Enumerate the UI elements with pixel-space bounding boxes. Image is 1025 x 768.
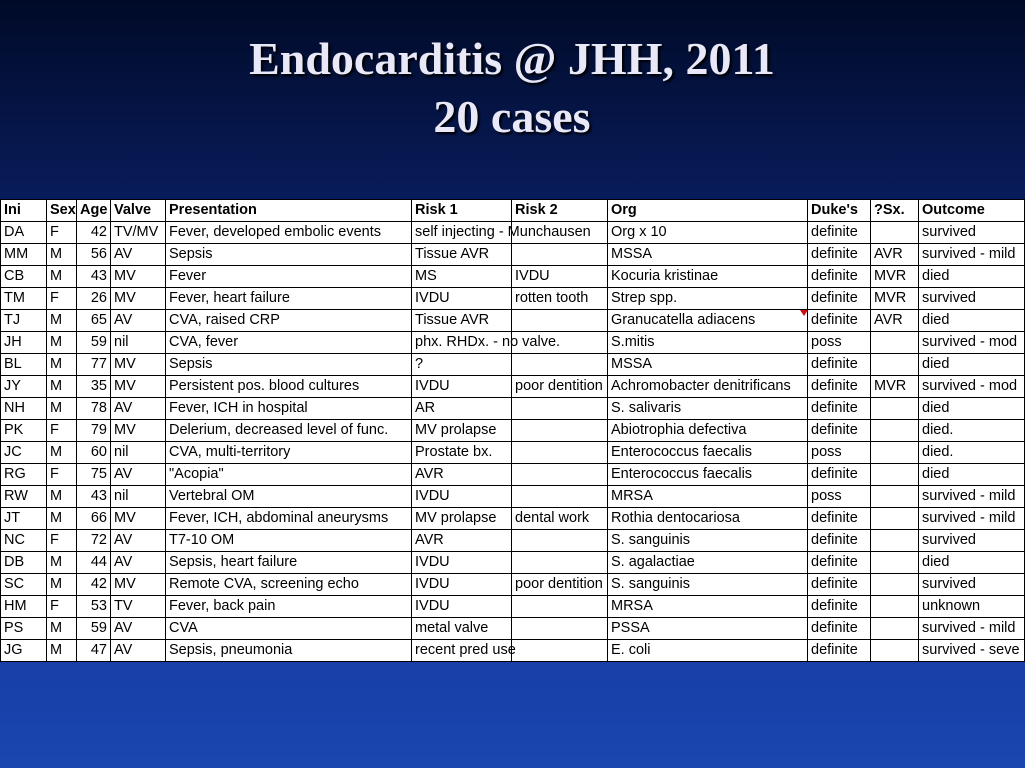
- cell-risk-2: [512, 530, 608, 552]
- cell-outcome: survived - mild: [919, 508, 1025, 530]
- cell-presentation: T7-10 OM: [166, 530, 412, 552]
- cell-presentation: Fever, back pain: [166, 596, 412, 618]
- cell-sx: [871, 420, 919, 442]
- cell-presentation: "Acopia": [166, 464, 412, 486]
- cell-risk-2: dental work: [512, 508, 608, 530]
- cell-org: Strep spp.: [608, 288, 808, 310]
- cell-dukes: definite: [808, 288, 871, 310]
- cell-age: 53: [77, 596, 111, 618]
- slide-title: [0, 30, 1024, 146]
- cell-outcome: died: [919, 552, 1025, 574]
- cell-risk-2: [512, 464, 608, 486]
- cell-sex: M: [47, 618, 77, 640]
- cell-dukes: definite: [808, 376, 871, 398]
- title-line-2: 20 cases: [433, 91, 591, 142]
- cell-risk-1: Tissue AVR: [412, 244, 512, 266]
- cell-sex: F: [47, 464, 77, 486]
- cell-org: S. sanguinis: [608, 530, 808, 552]
- header-age: Age: [77, 200, 111, 222]
- cell-ini: RG: [1, 464, 47, 486]
- cell-valve: MV: [111, 420, 166, 442]
- cell-sex: M: [47, 508, 77, 530]
- cell-risk-1: MS: [412, 266, 512, 288]
- header-sx: ?Sx.: [871, 200, 919, 222]
- cell-age: 75: [77, 464, 111, 486]
- cell-sx: [871, 398, 919, 420]
- cell-sex: M: [47, 640, 77, 662]
- cell-ini: JY: [1, 376, 47, 398]
- cell-age: 42: [77, 222, 111, 244]
- cell-ini: PS: [1, 618, 47, 640]
- cell-dukes: definite: [808, 420, 871, 442]
- cell-risk-1: IVDU: [412, 552, 512, 574]
- cell-dukes: poss: [808, 332, 871, 354]
- cell-presentation: Sepsis, heart failure: [166, 552, 412, 574]
- cell-org: MSSA: [608, 244, 808, 266]
- cell-presentation: CVA, raised CRP: [166, 310, 412, 332]
- cell-dukes: definite: [808, 640, 871, 662]
- cell-sx: [871, 354, 919, 376]
- cell-sex: M: [47, 332, 77, 354]
- cell-valve: MV: [111, 354, 166, 376]
- cell-dukes: definite: [808, 354, 871, 376]
- cell-presentation: Remote CVA, screening echo: [166, 574, 412, 596]
- cell-risk-1: Tissue AVR: [412, 310, 512, 332]
- cell-ini: BL: [1, 354, 47, 376]
- cell-age: 60: [77, 442, 111, 464]
- cell-risk-1: AVR: [412, 530, 512, 552]
- cell-outcome: survived: [919, 530, 1025, 552]
- table-row: [1, 288, 1025, 310]
- cell-presentation: Persistent pos. blood cultures: [166, 376, 412, 398]
- cell-sx: [871, 552, 919, 574]
- cell-risk-2: [512, 486, 608, 508]
- cell-risk-2: [512, 354, 608, 376]
- header-dukes: Duke's: [808, 200, 871, 222]
- cell-org: Org x 10: [608, 222, 808, 244]
- table-header-row: [1, 200, 1025, 222]
- cell-age: 59: [77, 618, 111, 640]
- cell-ini: SC: [1, 574, 47, 596]
- cell-age: 26: [77, 288, 111, 310]
- cell-sex: F: [47, 420, 77, 442]
- cell-sex: M: [47, 266, 77, 288]
- cell-ini: NH: [1, 398, 47, 420]
- cell-risk-2: poor dentition: [512, 574, 608, 596]
- cell-dukes: definite: [808, 552, 871, 574]
- cell-ini: JG: [1, 640, 47, 662]
- cell-org: Granucatella adiacens: [608, 310, 808, 332]
- table-row: [1, 640, 1025, 662]
- cell-presentation: Fever, heart failure: [166, 288, 412, 310]
- cell-valve: AV: [111, 618, 166, 640]
- cell-valve: TV/MV: [111, 222, 166, 244]
- cell-sex: F: [47, 596, 77, 618]
- cell-sx: [871, 530, 919, 552]
- cell-risk-2: [512, 398, 608, 420]
- cell-risk-1: AR: [412, 398, 512, 420]
- cell-sex: M: [47, 442, 77, 464]
- cell-ini: NC: [1, 530, 47, 552]
- cell-sx: [871, 464, 919, 486]
- cell-risk-1: recent pred use: [412, 640, 512, 662]
- cell-ini: JT: [1, 508, 47, 530]
- table-row: [1, 420, 1025, 442]
- cell-sx: MVR: [871, 288, 919, 310]
- cell-ini: DA: [1, 222, 47, 244]
- table-row: [1, 574, 1025, 596]
- table-row: [1, 596, 1025, 618]
- table-row: [1, 266, 1025, 288]
- cell-dukes: definite: [808, 596, 871, 618]
- cell-org: Rothia dentocariosa: [608, 508, 808, 530]
- cell-risk-1: phx. RHDx. - no valve.: [412, 332, 512, 354]
- cell-org: PSSA: [608, 618, 808, 640]
- cell-ini: TM: [1, 288, 47, 310]
- cell-valve: MV: [111, 508, 166, 530]
- cell-age: 43: [77, 486, 111, 508]
- cell-presentation: Fever, developed embolic events: [166, 222, 412, 244]
- cell-risk-2: [512, 552, 608, 574]
- cell-sx: MVR: [871, 266, 919, 288]
- cell-dukes: definite: [808, 530, 871, 552]
- cell-sex: F: [47, 222, 77, 244]
- cell-dukes: poss: [808, 442, 871, 464]
- table-row: [1, 618, 1025, 640]
- cell-ini: CB: [1, 266, 47, 288]
- cell-risk-1: IVDU: [412, 376, 512, 398]
- cell-dukes: definite: [808, 222, 871, 244]
- cell-risk-1: self injecting - Munchausen: [412, 222, 512, 244]
- cell-dukes: definite: [808, 398, 871, 420]
- cell-presentation: Fever, ICH in hospital: [166, 398, 412, 420]
- cell-org: Kocuria kristinae: [608, 266, 808, 288]
- cell-risk-2: IVDU: [512, 266, 608, 288]
- cell-sex: M: [47, 310, 77, 332]
- cell-sx: [871, 442, 919, 464]
- case-table: [0, 199, 1025, 662]
- cell-risk-2: [512, 596, 608, 618]
- cell-age: 56: [77, 244, 111, 266]
- cell-dukes: definite: [808, 508, 871, 530]
- cell-org: S. salivaris: [608, 398, 808, 420]
- red-marker-icon: [800, 310, 808, 316]
- cell-risk-1: IVDU: [412, 486, 512, 508]
- cell-valve: TV: [111, 596, 166, 618]
- cell-age: 59: [77, 332, 111, 354]
- cell-sex: M: [47, 244, 77, 266]
- cell-risk-1: ?: [412, 354, 512, 376]
- table-row: [1, 530, 1025, 552]
- header-outcome: Outcome: [919, 200, 1025, 222]
- cell-outcome: survived: [919, 574, 1025, 596]
- cell-ini: TJ: [1, 310, 47, 332]
- cell-sex: M: [47, 354, 77, 376]
- cell-ini: DB: [1, 552, 47, 574]
- cell-outcome: died.: [919, 420, 1025, 442]
- cell-outcome: died: [919, 310, 1025, 332]
- cell-org: MSSA: [608, 354, 808, 376]
- cell-risk-1: IVDU: [412, 574, 512, 596]
- cell-presentation: CVA, multi-territory: [166, 442, 412, 464]
- cell-dukes: definite: [808, 266, 871, 288]
- cell-outcome: survived - mod: [919, 332, 1025, 354]
- cell-valve: MV: [111, 376, 166, 398]
- cell-sx: [871, 596, 919, 618]
- cell-age: 77: [77, 354, 111, 376]
- cell-valve: nil: [111, 332, 166, 354]
- cell-risk-1: metal valve: [412, 618, 512, 640]
- table-row: [1, 332, 1025, 354]
- cell-org: E. coli: [608, 640, 808, 662]
- table-row: [1, 354, 1025, 376]
- cell-presentation: CVA, fever: [166, 332, 412, 354]
- cell-sx: [871, 640, 919, 662]
- cell-org: MRSA: [608, 596, 808, 618]
- cell-dukes: definite: [808, 310, 871, 332]
- cell-age: 79: [77, 420, 111, 442]
- cell-valve: AV: [111, 552, 166, 574]
- cell-sx: [871, 574, 919, 596]
- header-org: Org: [608, 200, 808, 222]
- cell-risk-1: AVR: [412, 464, 512, 486]
- table-row: [1, 508, 1025, 530]
- cell-sex: M: [47, 574, 77, 596]
- cell-sx: AVR: [871, 310, 919, 332]
- cell-sex: M: [47, 376, 77, 398]
- cell-risk-1: IVDU: [412, 288, 512, 310]
- cell-risk-2: [512, 618, 608, 640]
- cell-risk-2: [512, 442, 608, 464]
- cell-outcome: survived - seve: [919, 640, 1025, 662]
- table-row: [1, 376, 1025, 398]
- cell-sex: F: [47, 288, 77, 310]
- cell-ini: RW: [1, 486, 47, 508]
- cell-risk-2: poor dentition: [512, 376, 608, 398]
- cell-risk-1: MV prolapse: [412, 508, 512, 530]
- cell-age: 44: [77, 552, 111, 574]
- cell-org: S. sanguinis: [608, 574, 808, 596]
- table-row: [1, 398, 1025, 420]
- cell-outcome: unknown: [919, 596, 1025, 618]
- cell-sx: [871, 332, 919, 354]
- table-body: [1, 222, 1025, 662]
- cell-age: 66: [77, 508, 111, 530]
- cell-org: MRSA: [608, 486, 808, 508]
- cell-outcome: survived - mild: [919, 244, 1025, 266]
- header-presentation: Presentation: [166, 200, 412, 222]
- cell-age: 47: [77, 640, 111, 662]
- cell-sx: AVR: [871, 244, 919, 266]
- cell-presentation: CVA: [166, 618, 412, 640]
- cell-ini: JC: [1, 442, 47, 464]
- cell-org: Enterococcus faecalis: [608, 464, 808, 486]
- cell-sex: M: [47, 486, 77, 508]
- cell-valve: AV: [111, 310, 166, 332]
- cell-age: 43: [77, 266, 111, 288]
- cell-risk-1: MV prolapse: [412, 420, 512, 442]
- cell-outcome: died.: [919, 442, 1025, 464]
- cell-outcome: died: [919, 464, 1025, 486]
- cell-outcome: died: [919, 398, 1025, 420]
- cell-outcome: died: [919, 354, 1025, 376]
- cell-presentation: Sepsis: [166, 354, 412, 376]
- cell-age: 78: [77, 398, 111, 420]
- table-row: [1, 222, 1025, 244]
- table-row: [1, 464, 1025, 486]
- cell-risk-2: rotten tooth: [512, 288, 608, 310]
- cell-dukes: poss: [808, 486, 871, 508]
- cell-valve: nil: [111, 442, 166, 464]
- cell-presentation: Sepsis: [166, 244, 412, 266]
- cell-valve: AV: [111, 640, 166, 662]
- cell-outcome: died: [919, 266, 1025, 288]
- cell-sx: [871, 486, 919, 508]
- cell-sx: MVR: [871, 376, 919, 398]
- cell-dukes: definite: [808, 244, 871, 266]
- header-valve: Valve: [111, 200, 166, 222]
- cell-presentation: Fever: [166, 266, 412, 288]
- cell-org: Abiotrophia defectiva: [608, 420, 808, 442]
- cell-ini: MM: [1, 244, 47, 266]
- spreadsheet-table-container: [0, 199, 1024, 662]
- cell-valve: AV: [111, 398, 166, 420]
- cell-outcome: survived: [919, 288, 1025, 310]
- cell-risk-2: [512, 244, 608, 266]
- cell-org: S. agalactiae: [608, 552, 808, 574]
- cell-risk-2: [512, 640, 608, 662]
- cell-age: 35: [77, 376, 111, 398]
- cell-org: Achromobacter denitrificans: [608, 376, 808, 398]
- header-sex: Sex: [47, 200, 77, 222]
- cell-valve: MV: [111, 574, 166, 596]
- cell-dukes: definite: [808, 574, 871, 596]
- cell-sex: M: [47, 398, 77, 420]
- cell-sex: F: [47, 530, 77, 552]
- cell-age: 65: [77, 310, 111, 332]
- cell-dukes: definite: [808, 464, 871, 486]
- header-risk-2: Risk 2: [512, 200, 608, 222]
- title-line-1: Endocarditis @ JHH, 2011: [249, 33, 775, 84]
- cell-age: 42: [77, 574, 111, 596]
- cell-risk-1: Prostate bx.: [412, 442, 512, 464]
- cell-org: Enterococcus faecalis: [608, 442, 808, 464]
- cell-sx: [871, 222, 919, 244]
- cell-dukes: definite: [808, 618, 871, 640]
- cell-valve: nil: [111, 486, 166, 508]
- cell-outcome: survived - mod: [919, 376, 1025, 398]
- cell-valve: AV: [111, 464, 166, 486]
- cell-risk-2: [512, 420, 608, 442]
- header-ini: Ini: [1, 200, 47, 222]
- cell-ini: JH: [1, 332, 47, 354]
- cell-outcome: survived - mild: [919, 618, 1025, 640]
- table-row: [1, 244, 1025, 266]
- cell-ini: HM: [1, 596, 47, 618]
- table-row: [1, 486, 1025, 508]
- cell-age: 72: [77, 530, 111, 552]
- header-risk-1: Risk 1: [412, 200, 512, 222]
- table-row: [1, 442, 1025, 464]
- cell-ini: PK: [1, 420, 47, 442]
- cell-sx: [871, 508, 919, 530]
- cell-valve: AV: [111, 244, 166, 266]
- cell-presentation: Vertebral OM: [166, 486, 412, 508]
- table-row: [1, 310, 1025, 332]
- cell-risk-2: [512, 310, 608, 332]
- table-row: [1, 552, 1025, 574]
- cell-risk-1: IVDU: [412, 596, 512, 618]
- cell-valve: AV: [111, 530, 166, 552]
- cell-outcome: survived - mild: [919, 486, 1025, 508]
- cell-presentation: Sepsis, pneumonia: [166, 640, 412, 662]
- cell-org: S.mitis: [608, 332, 808, 354]
- cell-valve: MV: [111, 288, 166, 310]
- cell-outcome: survived: [919, 222, 1025, 244]
- cell-sx: [871, 618, 919, 640]
- cell-valve: MV: [111, 266, 166, 288]
- cell-presentation: Fever, ICH, abdominal aneurysms: [166, 508, 412, 530]
- cell-sex: M: [47, 552, 77, 574]
- cell-presentation: Delerium, decreased level of func.: [166, 420, 412, 442]
